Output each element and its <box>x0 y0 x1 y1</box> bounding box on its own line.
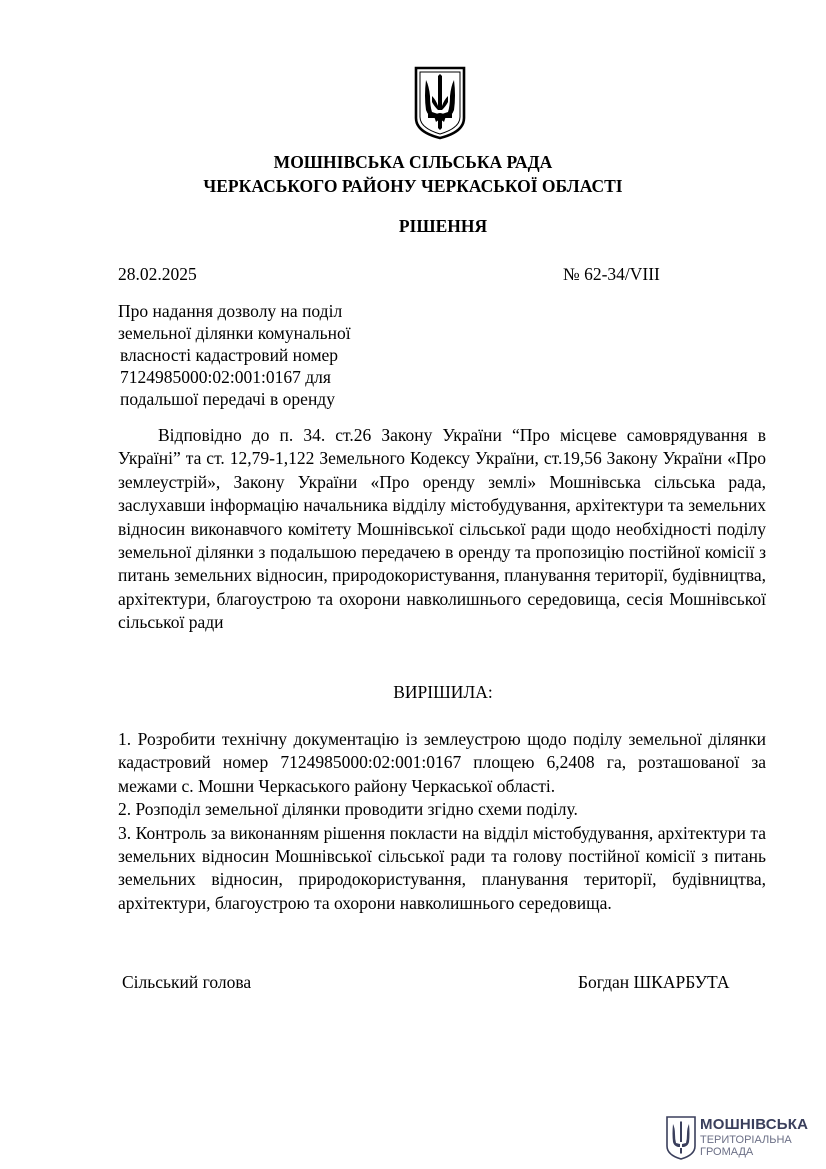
signature-name: Богдан ШКАРБУТА <box>578 972 730 992</box>
decision-point: 2. Розподіл земельної ділянки проводити згідно схеми поділу. <box>118 799 578 820</box>
decision-subject <box>118 300 351 410</box>
document-type: РІШЕННЯ <box>398 216 488 236</box>
subject-line: земельної ділянки комунальної <box>118 323 351 343</box>
decided-heading: ВИРІШИЛА: <box>393 682 493 702</box>
subject-line: власності кадастровий номер <box>120 345 339 365</box>
coat-of-arms-icon <box>414 66 466 140</box>
decision-point: 1. Розробити технічну документацію із землеустрою щодо поділу земельної ділянки кадастровий номер 7124985000:02:001:0167 площею 6,2408 га, розташованої за межами с. Мошни Черкаського району Черкаської області. <box>118 729 766 796</box>
council-line-1: МОШНІВСЬКА СІЛЬСЬКА РАДА <box>273 152 553 172</box>
decision-number: № 62-34/VIII <box>563 264 660 284</box>
trident-icon <box>666 1116 696 1160</box>
subject-line: Про надання дозволу на поділ <box>118 301 343 321</box>
decision-point: 3. Контроль за виконанням рішення покласти на відділ містобудування, архітектури та земельних відносин Мошнівської сільської ради та голову постійної комісії з питань земельних відносин, природокористування, планування території, будівництва, архітектури, благоустрою та охорони навколишнього середовища. <box>118 822 766 913</box>
tagline-line: ТЕРИТОРІАЛЬНА <box>700 1134 792 1146</box>
council-name <box>0 150 826 198</box>
council-line-2: ЧЕРКАСЬКОГО РАЙОНУ ЧЕРКАСЬКОЇ ОБЛАСТІ <box>203 176 623 196</box>
decision-date: 28.02.2025 <box>118 264 197 284</box>
subject-line: 7124985000:02:001:0167 для <box>120 367 331 387</box>
preamble-paragraph: Відповідно до п. 34. ст.26 Закону України “Про місцеве самоврядування в Україні” та ст. 12,79-1,122 Земельного Кодексу України, ст.19,56 Закону України «Про землеустрій», Закону України «Про оренду землі» Мошнівська сільська рада, заслухавши інформацію начальника відділу містобудування, архітектури та земельних відносин виконавчого комітету Мошнівської сільської ради щодо необхідності поділу земельної ділянки з подальшою передачею в оренду та пропозицію постійної комісії з питань земельних відносин, природокористування, планування території, будівництва, архітектури, благоустрою та охорони навколишнього середовища, сесія Мошнівської сільської ради <box>118 425 766 633</box>
subject-line: подальшої передачі в оренду <box>120 389 335 409</box>
tagline-line: ГРОМАДА <box>700 1146 754 1158</box>
community-logo <box>666 1114 809 1162</box>
signature-title: Сільський голова <box>122 972 252 992</box>
community-logo-name: МОШНІВСЬКА <box>700 1116 809 1133</box>
decision-points <box>118 728 766 915</box>
community-logo-tagline <box>700 1134 792 1158</box>
